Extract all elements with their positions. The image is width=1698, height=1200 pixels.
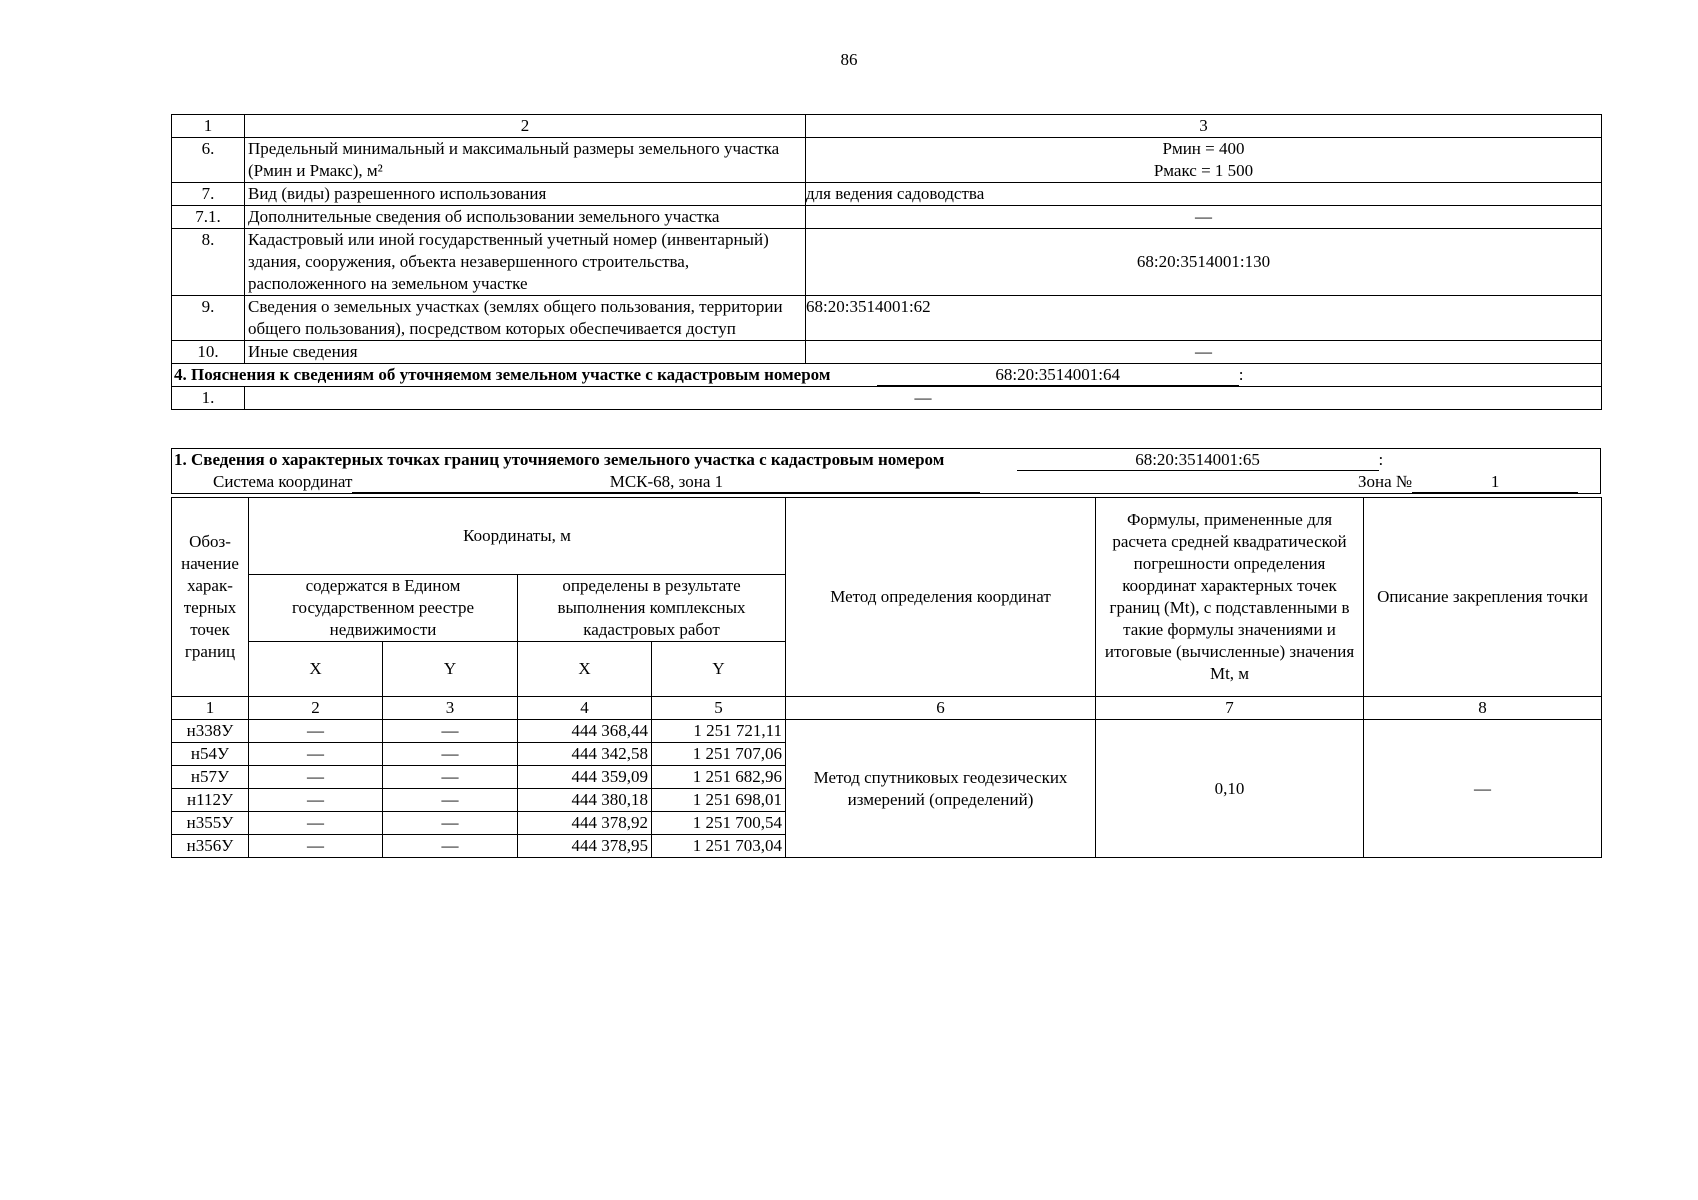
row-value: — bbox=[245, 387, 1602, 410]
egrn-x: — bbox=[249, 812, 383, 835]
table-row bbox=[172, 183, 1602, 206]
point-x: 444 378,95 bbox=[518, 835, 652, 858]
determined-header: определены в результате выполнения комплексных кадастровых работ bbox=[518, 575, 786, 642]
egrn-y: — bbox=[383, 789, 518, 812]
point-name: н356У bbox=[172, 835, 249, 858]
row-value: — bbox=[806, 341, 1602, 364]
egrn-y: — bbox=[383, 720, 518, 743]
col-header-1: 1 bbox=[172, 115, 245, 138]
point-y: 1 251 721,11 bbox=[652, 720, 786, 743]
det-x-header: X bbox=[518, 642, 652, 697]
pmin-value: Рмин = 400 bbox=[1162, 139, 1245, 158]
zone-value: 1 bbox=[1412, 472, 1578, 493]
row-value: 68:20:3514001:130 bbox=[806, 229, 1602, 296]
egrn-y: — bbox=[383, 812, 518, 835]
row-value bbox=[806, 138, 1602, 183]
coord-system-row bbox=[172, 471, 1601, 494]
col-number: 7 bbox=[1096, 697, 1364, 720]
table-header-row bbox=[172, 115, 1602, 138]
formulas-header: Формулы, примененные для расчета средней квадратической погрешности определения координат характерных точек границ (Mt), с подставленными в такие формулы значениями и итоговые (вычисленные) значения Mt, м bbox=[1096, 498, 1364, 697]
table-row bbox=[172, 387, 1602, 410]
det-y-header: Y bbox=[652, 642, 786, 697]
col-number: 1 bbox=[172, 697, 249, 720]
egrn-y: — bbox=[383, 766, 518, 789]
point-name: н54У bbox=[172, 743, 249, 766]
egrn-x: — bbox=[249, 743, 383, 766]
section1-title bbox=[172, 449, 1601, 472]
pmax-value: Рмакс = 1 500 bbox=[1153, 161, 1254, 180]
col-number: 5 bbox=[652, 697, 786, 720]
row-label: Дополнительные сведения об использовании земельного участка bbox=[245, 206, 806, 229]
method-value: Метод спутниковых геодезических измерений (определений) bbox=[786, 720, 1096, 858]
coordinates-header: Координаты, м bbox=[249, 498, 786, 575]
point-y: 1 251 682,96 bbox=[652, 766, 786, 789]
section4-title-row bbox=[172, 364, 1602, 387]
col-header-2: 2 bbox=[245, 115, 806, 138]
row-label: Сведения о земельных участках (землях общего пользования, территории общего пользования), посредством которых обеспечивается доступ bbox=[245, 296, 806, 341]
col-numbers-row bbox=[172, 697, 1602, 720]
row-value: 68:20:3514001:62 bbox=[806, 296, 1602, 341]
section4-title-text: 4. Пояснения к сведениям об уточняемом земельном участке с кадастровым номером bbox=[174, 365, 831, 384]
table-row bbox=[172, 229, 1602, 296]
row-number: 6. bbox=[172, 138, 245, 183]
points-table bbox=[171, 497, 1602, 858]
point-x: 444 359,09 bbox=[518, 766, 652, 789]
mt-value: 0,10 bbox=[1096, 720, 1364, 858]
section4-title bbox=[172, 364, 1602, 387]
coord-system-value: МСК-68, зона 1 bbox=[352, 472, 980, 493]
egrn-x: — bbox=[249, 720, 383, 743]
coord-system-label: Система координат bbox=[213, 472, 353, 491]
egrn-y: — bbox=[383, 835, 518, 858]
point-name: н112У bbox=[172, 789, 249, 812]
row-number: 7.1. bbox=[172, 206, 245, 229]
section1-cadnum: 68:20:3514001:65 bbox=[1017, 450, 1379, 471]
section1-title-row bbox=[172, 449, 1601, 472]
row-number: 9. bbox=[172, 296, 245, 341]
point-y: 1 251 698,01 bbox=[652, 789, 786, 812]
point-x: 444 342,58 bbox=[518, 743, 652, 766]
row-number: 10. bbox=[172, 341, 245, 364]
section4-colon: : bbox=[1238, 365, 1244, 384]
row-label: Вид (виды) разрешенного использования bbox=[245, 183, 806, 206]
row-value: — bbox=[806, 206, 1602, 229]
col-number: 2 bbox=[249, 697, 383, 720]
parcel-info-table bbox=[171, 114, 1602, 410]
col-header-3: 3 bbox=[806, 115, 1602, 138]
point-name: н355У bbox=[172, 812, 249, 835]
row-label: Иные сведения bbox=[245, 341, 806, 364]
col-number: 6 bbox=[786, 697, 1096, 720]
point-name: н338У bbox=[172, 720, 249, 743]
zone-label: Зона № bbox=[1358, 472, 1413, 491]
col-number: 3 bbox=[383, 697, 518, 720]
egrn-x: — bbox=[249, 766, 383, 789]
table-row bbox=[172, 138, 1602, 183]
section1-title-text: 1. Сведения о характерных точках границ уточняемого земельного участка с кадастровым номером bbox=[174, 450, 945, 469]
table-row bbox=[172, 296, 1602, 341]
section1-header-table bbox=[171, 448, 1601, 494]
row-number: 7. bbox=[172, 183, 245, 206]
egrn-x-header: X bbox=[249, 642, 383, 697]
point-y: 1 251 703,04 bbox=[652, 835, 786, 858]
zone bbox=[1358, 471, 1578, 493]
point-y: 1 251 700,54 bbox=[652, 812, 786, 835]
table-row bbox=[172, 206, 1602, 229]
point-x: 444 368,44 bbox=[518, 720, 652, 743]
point-x: 444 378,92 bbox=[518, 812, 652, 835]
egrn-header: содержатся в Едином государственном реестре недвижимости bbox=[249, 575, 518, 642]
table-row bbox=[172, 720, 1602, 743]
row-value: для ведения садоводства bbox=[806, 183, 1602, 206]
col-number: 8 bbox=[1364, 697, 1602, 720]
coord-system bbox=[172, 471, 1601, 494]
description-header: Описание закрепления точки bbox=[1364, 498, 1602, 697]
point-x: 444 380,18 bbox=[518, 789, 652, 812]
point-name: н57У bbox=[172, 766, 249, 789]
section4-cadnum: 68:20:3514001:64 bbox=[877, 365, 1239, 386]
egrn-x: — bbox=[249, 835, 383, 858]
description-value: — bbox=[1364, 720, 1602, 858]
table-row bbox=[172, 341, 1602, 364]
col-number: 4 bbox=[518, 697, 652, 720]
designation-header: Обоз-начение харак-терных точек границ bbox=[172, 498, 249, 697]
egrn-y: — bbox=[383, 743, 518, 766]
row-number: 1. bbox=[172, 387, 245, 410]
egrn-y-header: Y bbox=[383, 642, 518, 697]
row-number: 8. bbox=[172, 229, 245, 296]
page-number: 86 bbox=[840, 50, 858, 69]
row-label: Предельный минимальный и максимальный размеры земельного участка (Рмин и Рмакс), м² bbox=[245, 138, 806, 183]
point-y: 1 251 707,06 bbox=[652, 743, 786, 766]
method-header: Метод определения координат bbox=[786, 498, 1096, 697]
row-label: Кадастровый или иной государственный учетный номер (инвентарный) здания, сооружения, объекта незавершенного строительства, расположенного на земельном участке bbox=[245, 229, 806, 296]
section1-colon: : bbox=[1378, 450, 1384, 469]
points-header-row bbox=[172, 498, 1602, 575]
egrn-x: — bbox=[249, 789, 383, 812]
